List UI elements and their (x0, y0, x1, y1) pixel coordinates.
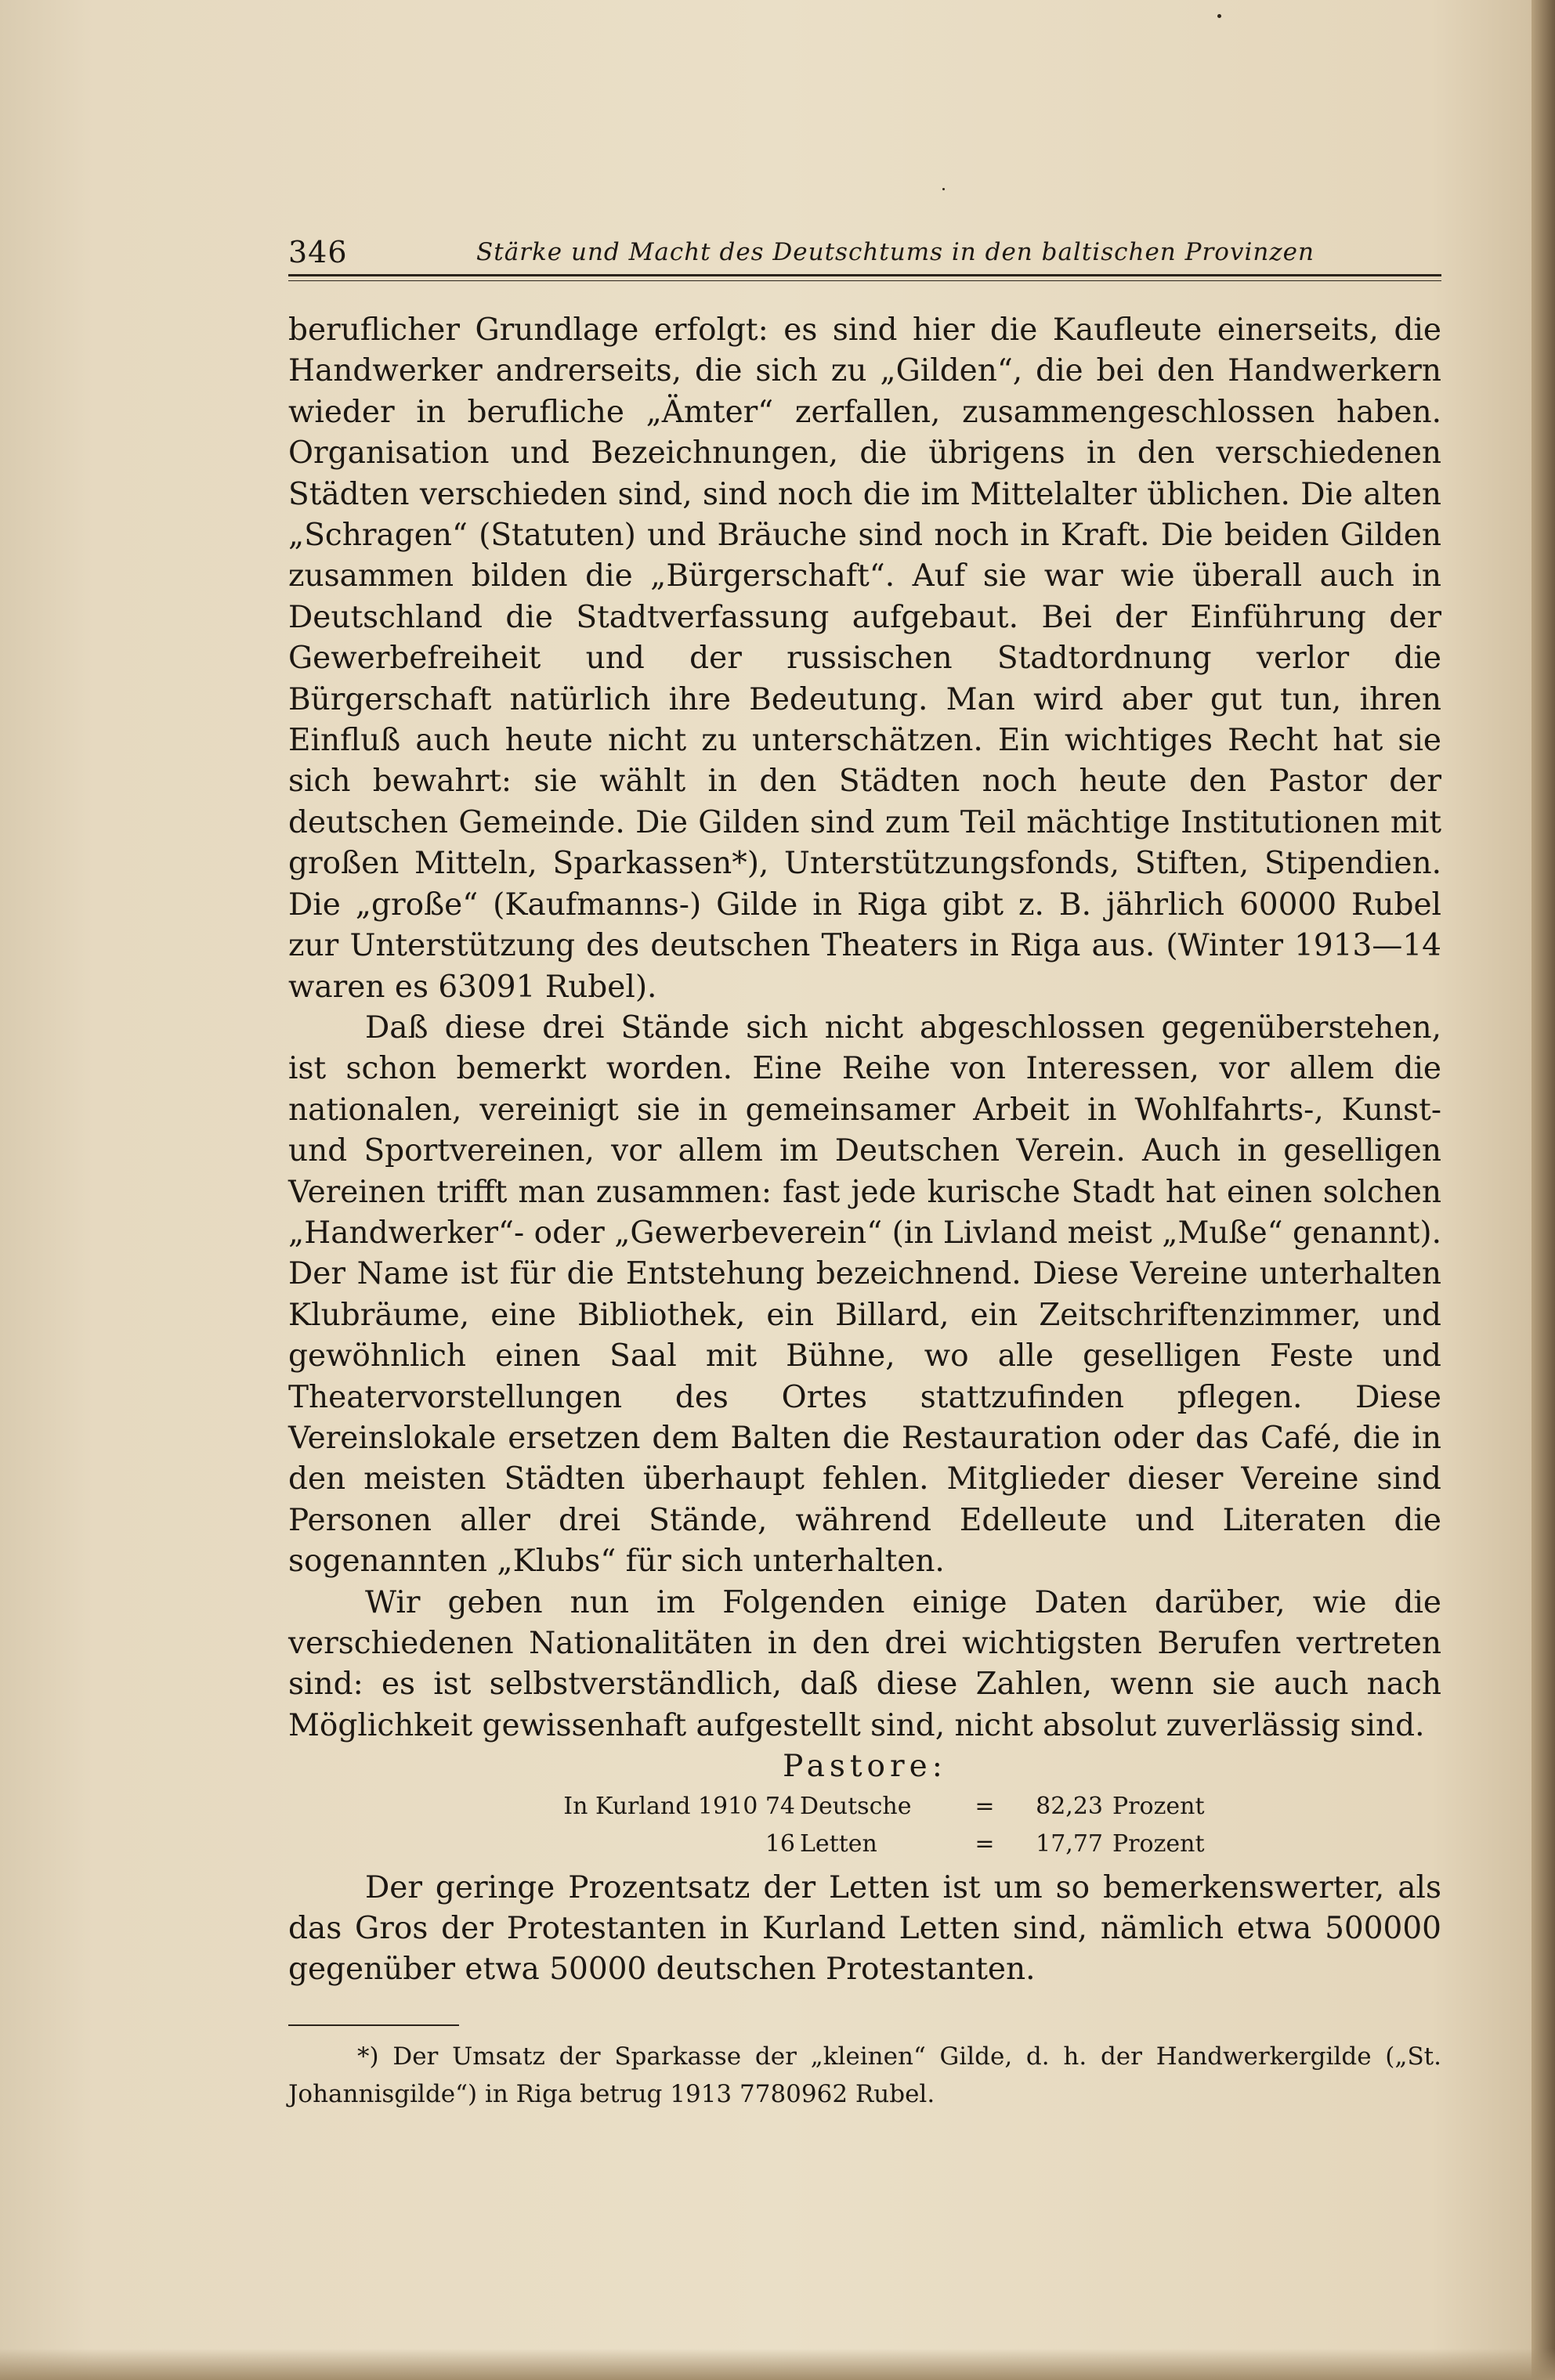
paragraph-guilds: beruflicher Grundlage erfolgt: es sind hier die Kaufleute einerseits, die Handwerker andrerseits, die sich zu „Gilden“, die bei den Handwerkern wieder in berufliche „Ämter“ zerfallen, zusammengeschlossen haben. Organisation und Bezeichnungen, die übrigens in den verschiedenen Städten verschieden sind, sind noch die im Mittelalter üblichen. Die alten „Schragen“ (Statuten) und Bräuche sind noch in Kraft. Die beiden Gilden zusammen bilden die „Bürgerschaft“. Auf sie war wie überall auch in Deutschland die Stadtverfassung aufgebaut. Bei der Einführung der Gewerbefreiheit und der russischen Stadtordnung verlor die Bürgerschaft natürlich ihre Bedeutung. Man wird aber gut tun, ihren Einfluß auch heute nicht zu unterschätzen. Ein wichtiges Recht hat sie sich bewahrt: sie wählt in den Städten noch heute den Pastor der deutschen Gemeinde. Die Gilden sind zum Teil mächtige Institutionen mit großen Mitteln, Sparkassen*), Unterstützungsfonds, Stiften, Stipendien. Die „große“ (Kaufmanns-) Gilde in Riga gibt z. B. jährlich 60000 Rubel zur Unterstützung des deutschen Theaters in Riga aus. (Winter 1913—14 waren es 63091 Rubel). (288, 312, 1441, 1005)
stat-row-germans (288, 1788, 1441, 1826)
paragraph-closing: Der geringe Prozentsatz der Letten ist um so bemerkenswerter, als das Gros der Protestanten in Kurland Letten sind, nämlich etwa 500000 gegenüber etwa 50000 deutschen Protestanten. (288, 1869, 1441, 1988)
header-rule-thin (288, 280, 1441, 281)
paper-speck (1217, 14, 1221, 18)
page-number: 346 (288, 235, 348, 269)
stat-unit: Prozent (1112, 1792, 1205, 1820)
pastor-statistics (288, 1788, 1441, 1863)
page-bottom-shadow (0, 2349, 1555, 2380)
running-title: Stärke und Macht des Deutschtums in den baltischen Provinzen (476, 238, 1315, 266)
stat-equals: = (975, 1792, 995, 1820)
footnote (288, 2038, 1441, 2113)
running-header (288, 235, 1441, 273)
footnote-rule (288, 2024, 459, 2026)
stat-equals: = (975, 1829, 995, 1858)
paragraph-associations: Daß diese drei Stände sich nicht abgeschlossen gegenüberstehen, ist schon bemerkt worden. Eine Reihe von Interessen, vor allem die nationalen, vereinigt sie in gemeinsamer Arbeit in Wohlfahrts-, Kunst- und Sportvereinen, vor allem im Deutschen Verein. Auch in geselligen Vereinen trifft man zusammen: fast jede kurische Stadt hat einen solchen „Handwerker“- oder „Gewerbeverein“ (in Livland meist „Muße“ genannt). Der Name ist für die Entstehung bezeichnend. Diese Vereine unterhalten Klubräume, eine Bibliothek, ein Billard, ein Zeitschriftenzimmer, und gewöhnlich einen Saal mit Bühne, wo alle geselligen Feste und Theatervorstellungen des Ortes stattzufinden pflegen. Diese Vereinslokale ersetzen dem Balten die Restauration oder das Café, die in den meisten Städten überhaupt fehlen. Mitglieder dieser Vereine sind Personen aller drei Stände, während Edelleute und Literaten die sogenannten „Klubs“ für sich unterhalten. (288, 1009, 1441, 1580)
page-edge-shadow (1531, 0, 1555, 2380)
stat-label: Letten (800, 1829, 877, 1858)
stat-region: 16 (765, 1829, 795, 1858)
stat-label: Deutsche (800, 1792, 912, 1820)
table-title: Pastore: (783, 1749, 947, 1785)
paragraph-statistics-intro: Wir geben nun im Folgenden einige Daten darüber, wie die verschiedenen Nationalitäten in den drei wichtigsten Berufen vertreten sind: es ist selbstverständlich, daß diese Zahlen, wenn sie auch nach Möglichkeit gewissenhaft aufgestellt sind, nicht absolut zuverlässig sind. (288, 1584, 1441, 1743)
main-text (288, 310, 1441, 1991)
stat-value: 17,77 (1036, 1829, 1103, 1858)
header-rule (288, 274, 1441, 276)
stat-unit: Prozent (1112, 1829, 1205, 1858)
paper-speck (942, 188, 945, 190)
footnote-text: *) Der Umsatz der Sparkasse der „kleinen“ Gilde, d. h. der Handwerkergilde („St. Johannisgilde“) in Riga betrug 1913 7780962 Rubel. (288, 2042, 1441, 2108)
stat-row-latvians (288, 1826, 1441, 1863)
stat-region: In Kurland 1910 74 (563, 1792, 795, 1820)
stat-value: 82,23 (1036, 1792, 1103, 1820)
